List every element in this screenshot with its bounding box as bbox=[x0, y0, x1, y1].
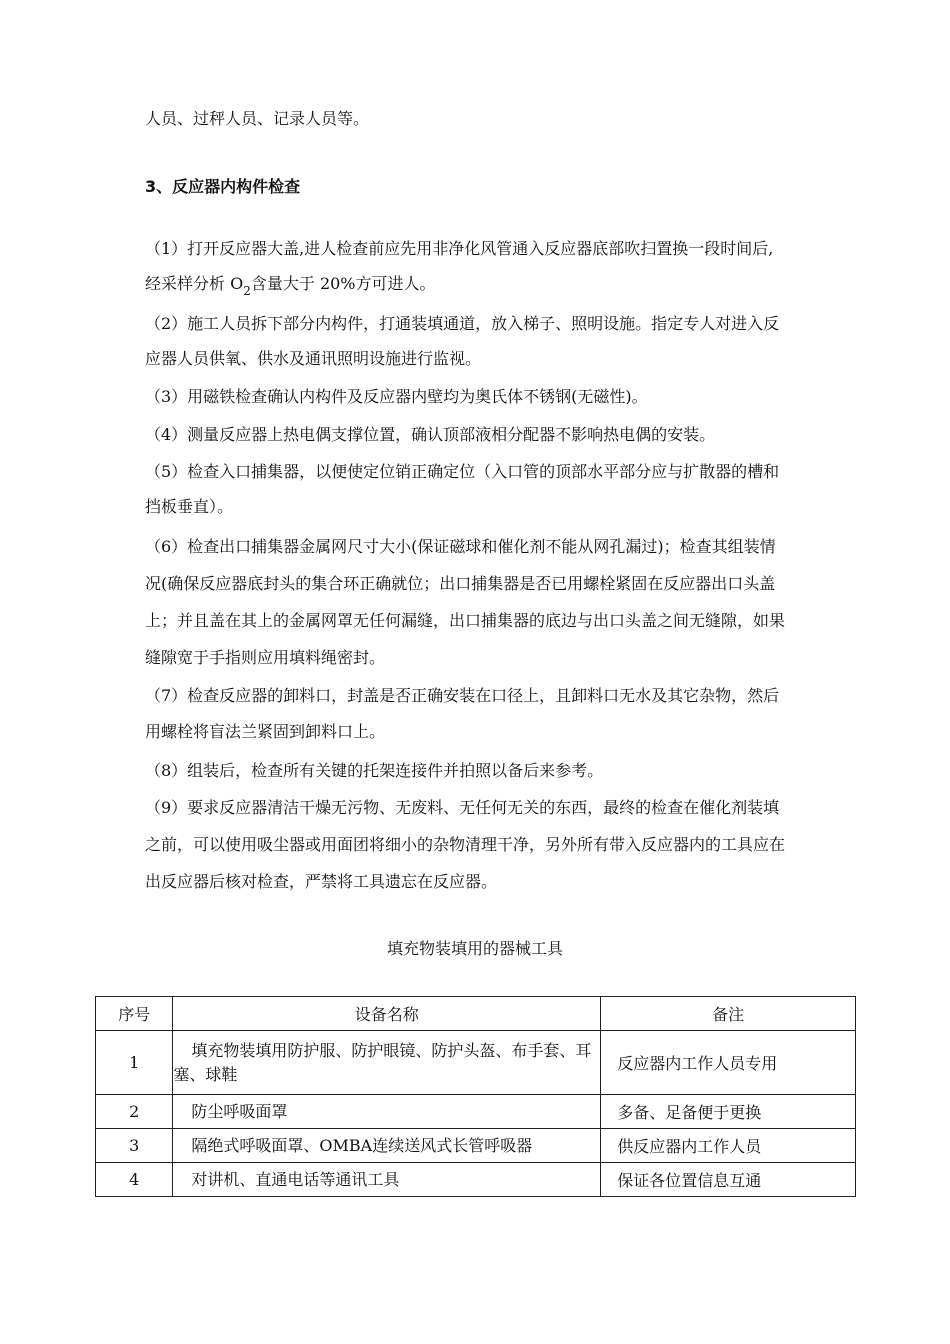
paragraph-line: 人员、过秤人员、记录人员等。 bbox=[145, 109, 370, 128]
table-row bbox=[96, 1163, 856, 1197]
cell-name: 对讲机、直通电话等通讯工具 bbox=[173, 1163, 601, 1197]
paragraph-line: 缝隙宽于手指则应用填料绳密封。 bbox=[145, 648, 386, 667]
table-header-row bbox=[96, 997, 856, 1031]
paragraph-line: （3）用磁铁检查确认内构件及反应器内壁均为奥氏体不锈钢(无磁性)。 bbox=[145, 387, 648, 406]
cell-no: 1 bbox=[96, 1031, 173, 1095]
paragraph-line: （7）检查反应器的卸料口，封盖是否正确安装在口径上，且卸料口无水及其它杂物，然后 bbox=[145, 686, 780, 705]
paragraph-line: 之前，可以使用吸尘器或用面团将细小的杂物清理干净，另外所有带入反应器内的工具应在 bbox=[145, 835, 786, 854]
text-segment: 含量大于 20%方可进人。 bbox=[250, 274, 436, 293]
cell-note: 供反应器内工作人员 bbox=[601, 1129, 856, 1163]
paragraph-line: 上；并且盖在其上的金属网罩无任何漏缝，出口捕集器的底边与出口头盖之间无缝隙，如果 bbox=[145, 611, 786, 630]
table-row bbox=[96, 1031, 856, 1095]
cell-name: 隔绝式呼吸面罩、OMBA连续送风式长管呼吸器 bbox=[173, 1129, 601, 1163]
cell-note: 反应器内工作人员专用 bbox=[601, 1031, 856, 1095]
table-caption: 填充物装填用的器械工具 bbox=[386, 939, 563, 958]
paragraph-line: （1）打开反应器大盖,进人检查前应先用非净化风管通入反应器底部吹扫置换一段时间后, bbox=[145, 239, 774, 258]
cell-no: 2 bbox=[96, 1095, 173, 1129]
cell-name: 防尘呼吸面罩 bbox=[173, 1095, 601, 1129]
paragraph-line: 出反应器后核对检查，严禁将工具遗忘在反应器。 bbox=[145, 872, 498, 891]
equipment-table bbox=[95, 996, 856, 1197]
paragraph-line: （2）施工人员拆下部分内构件，打通装填通道，放入梯子、照明设施。指定专人对进入反 bbox=[145, 314, 780, 333]
paragraph-line: （8）组装后，检查所有关键的托架连接件并拍照以备后来参考。 bbox=[145, 761, 604, 780]
paragraph-line: （4）测量反应器上热电偶支撑位置，确认顶部液相分配器不影响热电偶的安装。 bbox=[145, 425, 716, 444]
paragraph-line: （6）检查出口捕集器金属网尺寸大小(保证磁球和催化剂不能从网孔漏过)；检查其组装情 bbox=[145, 537, 776, 556]
paragraph-line: 况(确保反应器底封头的集合环正确就位；出口捕集器是否已用螺栓紧固在反应器出口头盖 bbox=[145, 574, 776, 593]
header-name: 设备名称 bbox=[173, 997, 601, 1031]
cell-no: 4 bbox=[96, 1163, 173, 1197]
table-row bbox=[96, 1095, 856, 1129]
paragraph-line: （5）检查入口捕集器，以便使定位销正确定位（入口管的顶部水平部分应与扩散器的槽和 bbox=[145, 462, 780, 481]
cell-name: 填充物装填用防护服、防护眼镜、防护头盔、布手套、耳塞、球鞋 bbox=[173, 1031, 601, 1095]
text-segment: 经采样分析 O bbox=[145, 274, 244, 293]
paragraph-line: 挡板垂直）。 bbox=[145, 497, 234, 516]
paragraph-line: 应器人员供氧、供水及通讯照明设施进行监视。 bbox=[145, 349, 482, 368]
subscript: 2 bbox=[243, 284, 251, 298]
section-heading: 3、反应器内构件检查 bbox=[145, 177, 301, 196]
paragraph-line: 用螺栓将盲法兰紧固到卸料口上。 bbox=[145, 722, 386, 741]
header-no: 序号 bbox=[96, 997, 173, 1031]
table-row bbox=[96, 1129, 856, 1163]
paragraph-line: （9）要求反应器清洁干燥无污物、无废料、无任何无关的东西，最终的检查在催化剂装填 bbox=[145, 798, 780, 817]
cell-note: 保证各位置信息互通 bbox=[601, 1163, 856, 1197]
header-note: 备注 bbox=[601, 997, 856, 1031]
cell-note: 多备、足备便于更换 bbox=[601, 1095, 856, 1129]
cell-no: 3 bbox=[96, 1129, 173, 1163]
paragraph-line bbox=[145, 273, 815, 296]
